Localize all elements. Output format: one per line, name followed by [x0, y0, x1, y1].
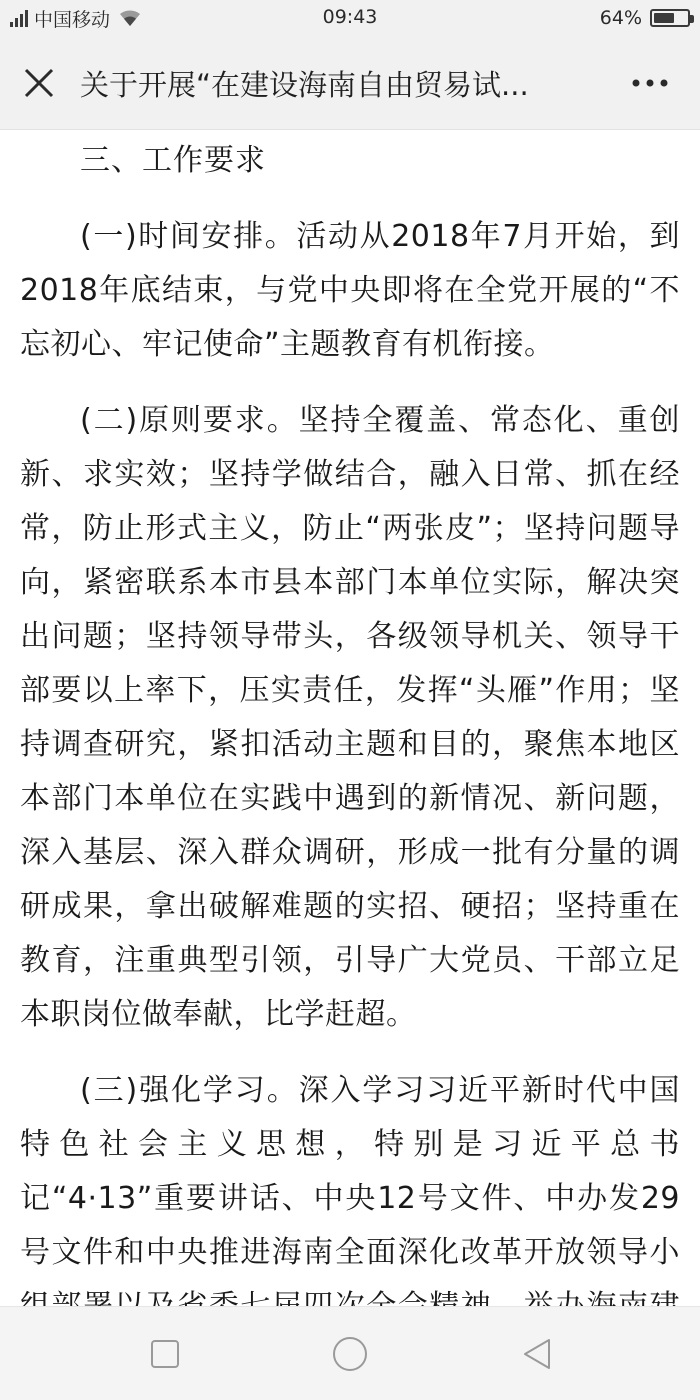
close-icon	[22, 66, 56, 100]
status-time: 09:43	[322, 6, 378, 28]
navigation-bar	[0, 1306, 700, 1400]
page-title: 关于开展“在建设海南自由贸易试...	[80, 68, 529, 102]
paragraph-principles: (二)原则要求。坚持全覆盖、常态化、重创新、求实效；坚持学做结合，融入日常、抓在经常，防止形式主义，防止“两张皮”；坚持问题导向，紧密联系本市县本部门本单位实际，解决突出问题；坚持领导带头，各级领导机关、领导干部要以上率下，压实责任，发挥“头雁”作用；坚持调查研究，紧扣活动主题和目的，聚焦本地区本部门本单位在实践中遇到的新情况、新问题，深入基层、深入群众调研，形成一批有分量的调研成果，拿出破解难题的实招、硬招；坚持重在教育，注重典型引领，引导广大党员、干部立足本职岗位做奉献，比学赶超。	[20, 403, 680, 1032]
close-button[interactable]	[14, 58, 64, 108]
triangle-back-icon	[521, 1337, 553, 1371]
title-bar	[0, 36, 700, 130]
more-icon	[630, 78, 670, 88]
status-bar	[0, 0, 700, 36]
circle-icon	[332, 1336, 368, 1372]
back-button[interactable]	[512, 1329, 562, 1379]
carrier-name: 中国移动	[34, 8, 111, 31]
paragraph-time-schedule: (一)时间安排。活动从2018年7月开始，到2018年底结束，与党中央即将在全党开展的“不忘初心、牢记使命”主题教育有机衔接。	[20, 219, 680, 362]
more-button[interactable]	[622, 58, 678, 108]
square-icon	[150, 1339, 180, 1369]
recent-apps-button[interactable]	[140, 1329, 190, 1379]
section-heading: 三、工作要求	[80, 143, 266, 178]
battery-percent: 64%	[599, 7, 642, 29]
battery-fill	[654, 13, 674, 23]
paragraph-study: (三)强化学习。深入学习习近平新时代中国特色社会主义思想，特别是习近平总书记“4·13”重要讲话、中央12号文件、中办发29号文件和中央推进海南全面深化改革开放领导小	[20, 1073, 680, 1270]
article-content[interactable]	[0, 130, 700, 1306]
status-right	[600, 6, 690, 30]
home-button[interactable]	[325, 1329, 375, 1379]
battery-icon	[650, 9, 690, 27]
battery-tip	[690, 15, 694, 23]
